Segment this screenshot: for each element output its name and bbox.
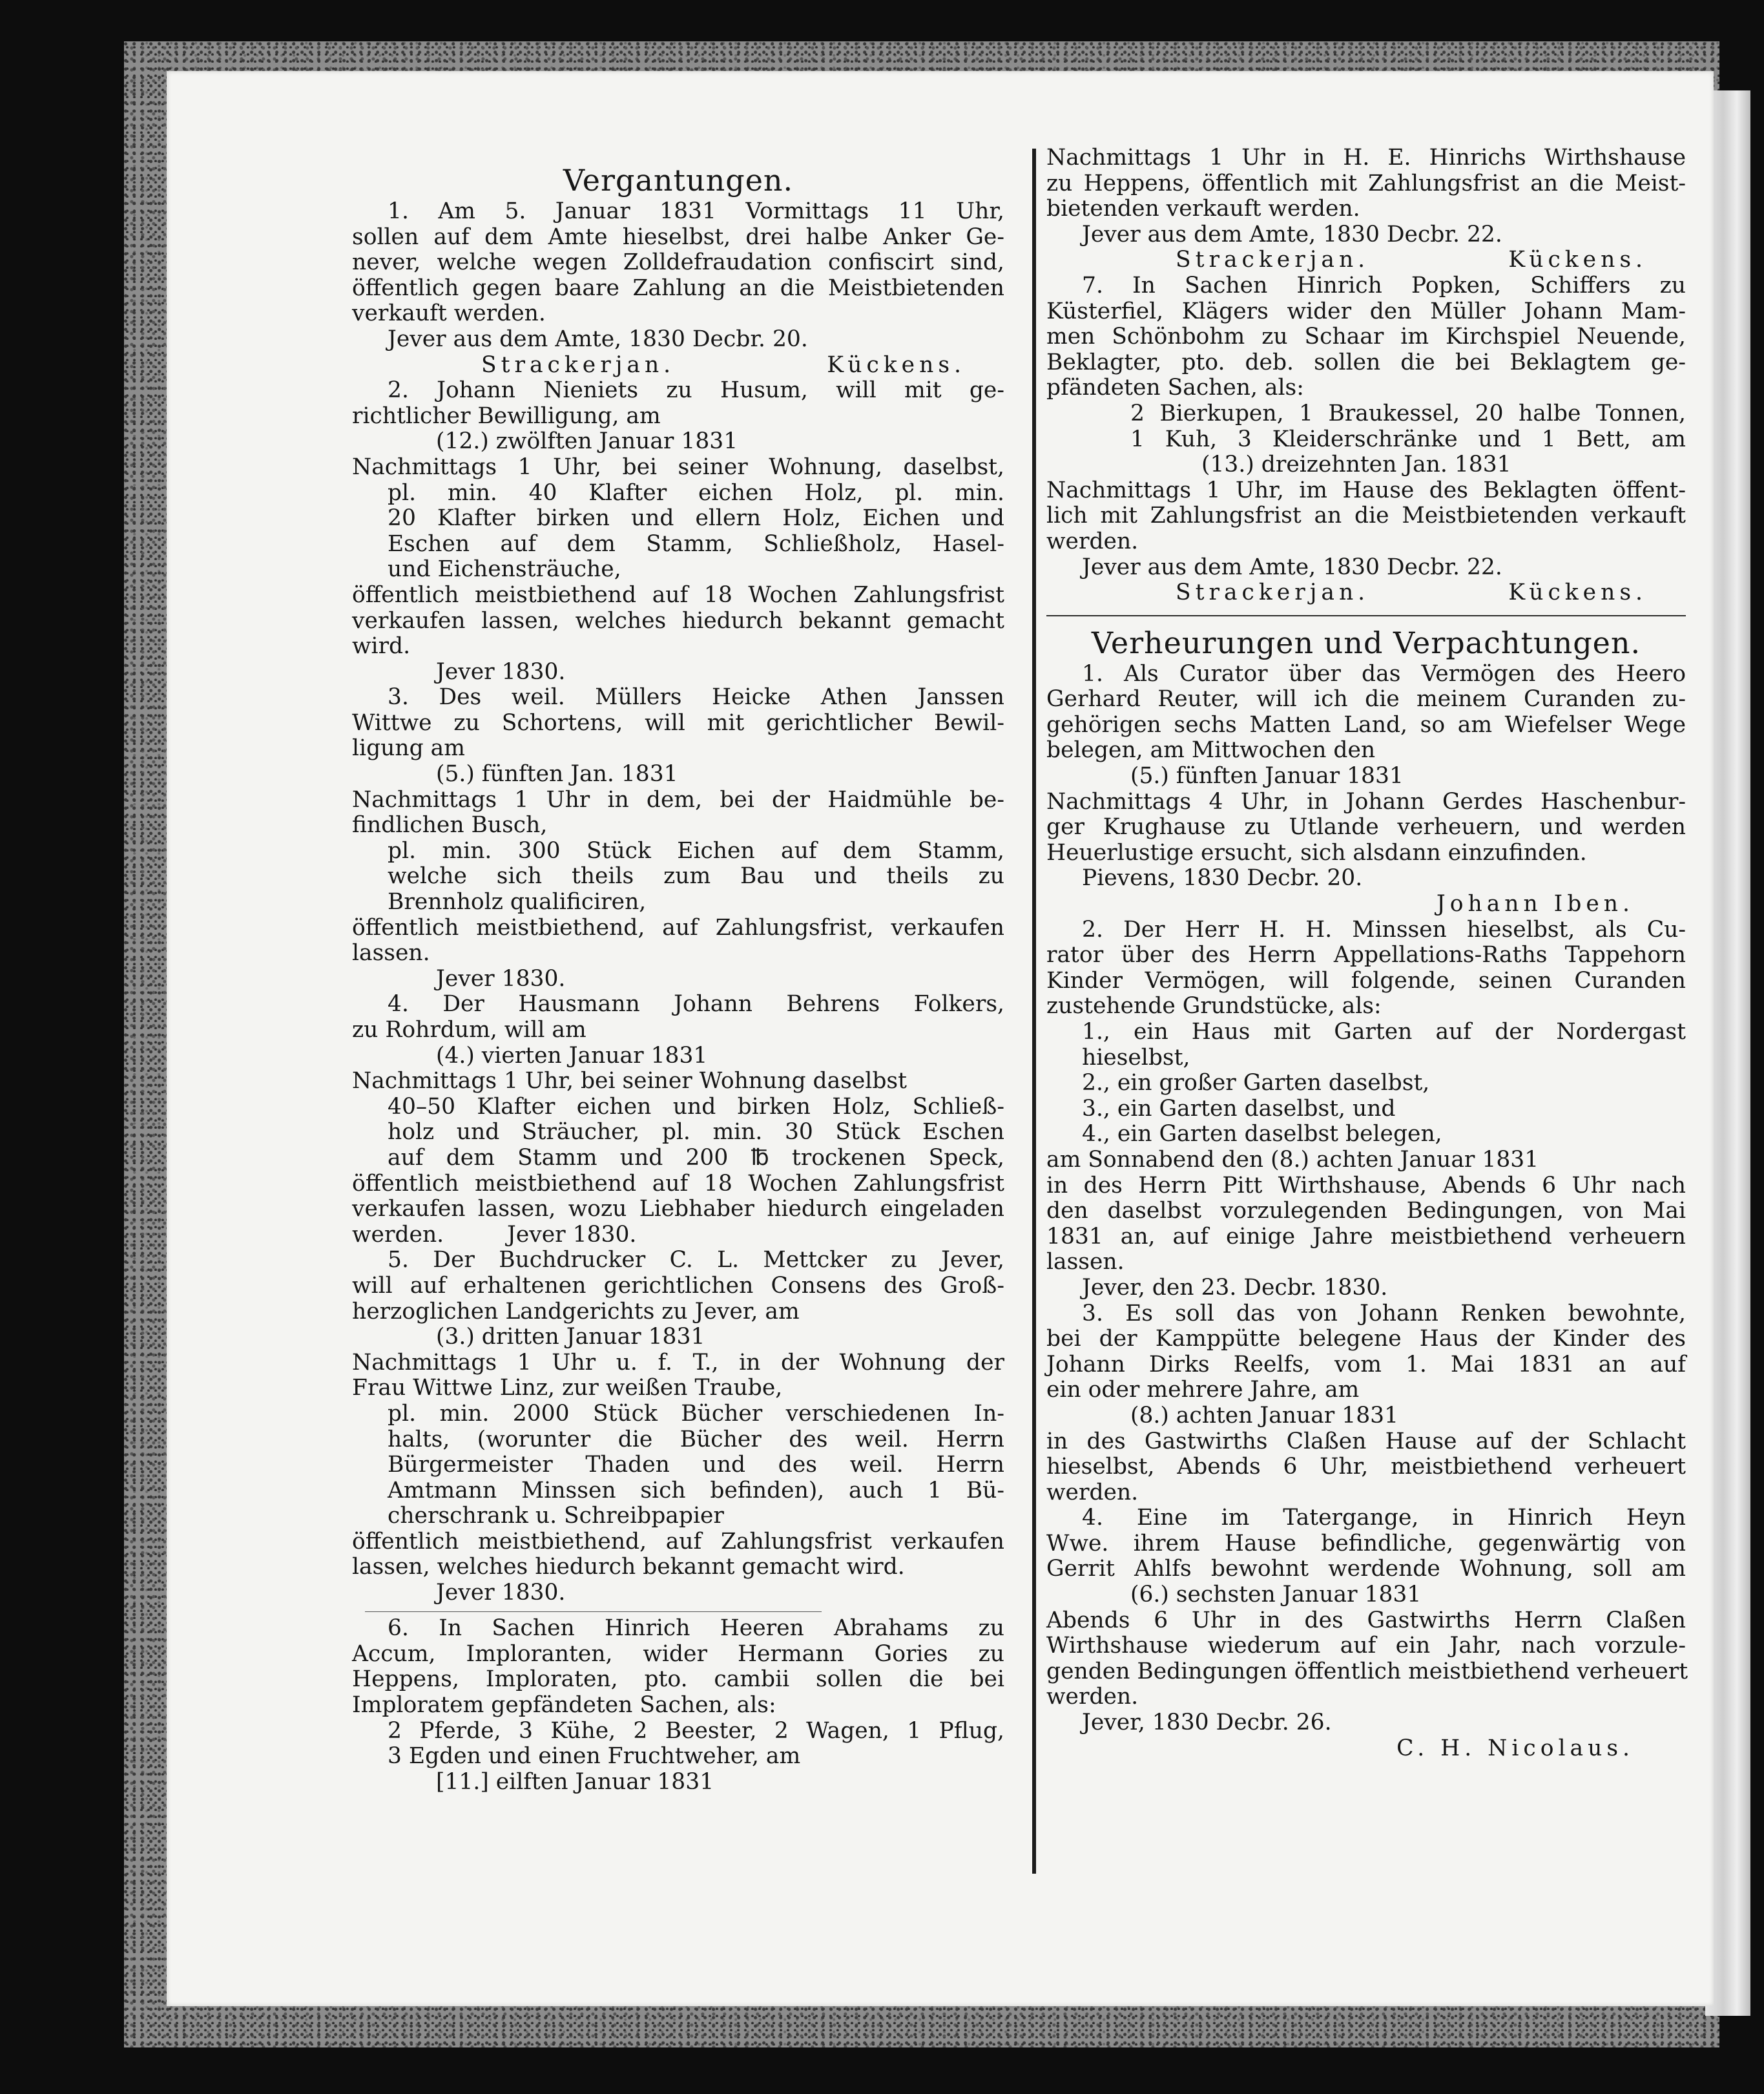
notice-line: Nachmittags 1 Uhr, im Hause des Beklagten öffent-: [1046, 477, 1686, 503]
notice-line: 2 Bierkupen, 1 Braukessel, 20 halbe Tonnen,: [1130, 400, 1686, 426]
notice-line: Heuerlustige ersucht, sich alsdann einzufinden.: [1046, 839, 1587, 866]
notice-line: Johann Dirks Reelfs, vom 1. Mai 1831 an auf: [1046, 1351, 1686, 1377]
notice-line: rator über des Herrn Appellations-Raths Tappehorn: [1046, 942, 1686, 968]
notice-line: pl. min. 2000 Stück Bücher verschiedenen In-: [388, 1400, 1004, 1427]
notice-line: Heppens, Imploraten, pto. cambii sollen die bei: [352, 1666, 1004, 1693]
signature-right: Kückens.: [1508, 247, 1647, 273]
notice-line: Nachmittags 4 Uhr, in Johann Gerdes Haschenbur-: [1046, 788, 1686, 815]
notice-line: Nachmittags 1 Uhr in dem, bei der Haidmühle be-: [352, 786, 1004, 813]
notice-line: öffentlich meistbiethend auf 18 Wochen Zahlungsfrist: [352, 581, 1004, 608]
notice-line: öffentlich meistbiethend, auf Zahlungsfrist verkaufen: [352, 1528, 1004, 1555]
notice-line: Brennholz qualificiren,: [388, 889, 647, 916]
notice-date-line: (5.) fünften Jan. 1831: [436, 761, 678, 788]
notice-date-line: (4.) vierten Januar 1831: [436, 1042, 708, 1069]
notice-line: den daselbst vorzulegenden Bedingungen, von Mai: [1046, 1198, 1686, 1224]
section-heading-verheurungen: Verheurungen und Verpachtungen.: [1091, 625, 1641, 660]
notice-line: Gerhard Reuter, will ich die meinem Curanden zu-: [1046, 686, 1686, 713]
place-date: Jever 1830.: [436, 965, 566, 992]
lease-notice-2: [1046, 917, 1686, 1301]
signature-line: [1046, 247, 1686, 273]
place-date: Jever 1830.: [436, 1580, 566, 1606]
signature-line: [1046, 580, 1686, 606]
notice-date-line: (8.) achten Januar 1831: [1130, 1402, 1399, 1429]
notice-line: 4. Eine im Tatergange, in Hinrich Heyn: [1082, 1505, 1686, 1531]
notice-line: zustehende Grundstücke, als:: [1046, 993, 1382, 1020]
notice-line: Imploratem gepfändeten Sachen, als:: [352, 1691, 776, 1718]
lease-notice-3: [1046, 1301, 1686, 1506]
place-date: Jever aus dem Amte, 1830 Decbr. 22.: [1082, 221, 1502, 247]
notice-line: Kinder Vermögen, will folgende, seinen Curanden: [1046, 967, 1686, 994]
notice-date-line: (12.) zwölften Januar 1831: [436, 428, 738, 455]
notice-line: verkaufen lassen, welches hiedurch bekannt gemacht: [352, 607, 1004, 634]
notice-line: lassen.: [1046, 1249, 1125, 1275]
place-date: Jever aus dem Amte, 1830 Decbr. 22.: [1082, 554, 1502, 580]
notice-separator: [365, 1611, 822, 1613]
notice-line: verkaufen lassen, wozu Liebhaber hiedurch eingeladen: [352, 1196, 1004, 1222]
notice-line: Nachmittags 1 Uhr u. f. T., in der Wohnung der: [352, 1349, 1004, 1376]
notice-line: werden.: [1046, 1684, 1139, 1710]
notice-line: Eschen auf dem Stamm, Schließholz, Hasel-: [388, 530, 1004, 557]
place-date: Jever 1830.: [436, 658, 566, 685]
notice-7: [1046, 273, 1686, 606]
notice-line: 20 Klafter birken und ellern Holz, Eichen und: [388, 505, 1004, 532]
notice-line: Abends 6 Uhr in des Gastwirths Herrn Claßen: [1046, 1607, 1686, 1633]
place-date: Jever 1830.: [507, 1221, 637, 1248]
notice-line: 1., ein Haus mit Garten auf der Nordergast: [1082, 1019, 1686, 1045]
notice-line: ein oder mehrere Jahre, am: [1046, 1377, 1360, 1403]
notice-date-line: (3.) dritten Januar 1831: [436, 1324, 705, 1350]
signature-left: Strackerjan.: [481, 351, 676, 378]
notice-line: Beklagter, pto. deb. sollen die bei Beklagtem ge-: [1046, 349, 1686, 375]
notice-line: lassen.: [352, 940, 430, 967]
notice-line: 5. Der Buchdrucker C. L. Mettcker zu Jever,: [388, 1247, 1004, 1273]
notice-line: werden.: [1046, 1479, 1139, 1505]
notice-line: 4., ein Garten daselbst belegen,: [1082, 1121, 1442, 1147]
right-column: [1046, 145, 1686, 1761]
notice-line: 1 Kuh, 3 Kleiderschränke und 1 Bett, am: [1130, 426, 1686, 452]
notice-line: sollen auf dem Amte hieselbst, drei halbe Anker Ge-: [352, 224, 1004, 250]
notice-line: öffentlich meistbiethend, auf Zahlungsfrist, verkaufen: [352, 914, 1004, 941]
notice-line: in des Gastwirths Claßen Hause auf der Schlacht: [1046, 1428, 1686, 1454]
notice-line: Nachmittags 1 Uhr, bei seiner Wohnung daselbst: [352, 1068, 907, 1094]
notice-line: herzoglichen Landgerichts zu Jever, am: [352, 1298, 800, 1324]
signature-left: Strackerjan.: [1176, 247, 1370, 273]
notice-line: Nachmittags 1 Uhr, bei seiner Wohnung, daselbst,: [352, 454, 1004, 480]
notice-line: halts, (worunter die Bücher des weil. Herrn: [388, 1426, 1004, 1452]
notice-date-line: (6.) sechsten Januar 1831: [1130, 1582, 1422, 1608]
notice-6-continuation: [1046, 145, 1686, 273]
signature-line: [352, 353, 1004, 379]
signature-right: Kückens.: [827, 351, 966, 378]
notice-line: 7. In Sachen Hinrich Popken, Schiffers zu: [1082, 272, 1686, 298]
notice-6: [352, 1616, 1004, 1795]
notice-line: 40–50 Klafter eichen und birken Holz, Schließ-: [388, 1093, 1004, 1120]
notice-line: 1. Als Curator über das Vermögen des Heero: [1082, 660, 1686, 687]
notice-line: und Eichensträuche,: [388, 556, 621, 583]
notice-line: lich mit Zahlungsfrist an die Meistbietenden verkauft: [1046, 503, 1686, 529]
notice-line: belegen, am Mittwochen den: [1046, 737, 1376, 764]
notice-line: verkauft werden.: [352, 300, 546, 327]
notice-line: holz und Sträucher, pl. min. 30 Stück Eschen: [388, 1119, 1004, 1146]
notice-line: werden.: [1046, 528, 1139, 554]
notice-line: Bürgermeister Thaden und des weil. Herrn: [388, 1452, 1004, 1478]
notice-line: in des Herrn Pitt Wirthshause, Abends 6 Uhr nach: [1046, 1172, 1686, 1199]
notice-line: zu Rohrdum, will am: [352, 1017, 586, 1043]
column-divider: [1032, 149, 1036, 1874]
notice-line: zu Heppens, öffentlich mit Zahlungsfrist an die Meist-: [1046, 170, 1686, 196]
notice-line: Wwe. ihrem Hause befindliche, gegenwärtig von: [1046, 1530, 1686, 1556]
place-date: Jever, 1830 Decbr. 26.: [1082, 1710, 1332, 1736]
notice-line: öffentlich meistbiethend auf 18 Wochen Zahlungsfrist: [352, 1170, 1004, 1197]
notice-line: will auf erhaltenen gerichtlichen Consens des Groß-: [352, 1272, 1004, 1299]
notice-line: Gerrit Ahlfs bewohnt werdende Wohnung, soll am: [1046, 1556, 1686, 1582]
notice-line: Amtmann Minssen sich befinden), auch 1 Bü-: [388, 1477, 1004, 1503]
notice-line: 3. Es soll das von Johann Renken bewohnte,: [1082, 1300, 1686, 1326]
notice-line: werden.: [352, 1221, 444, 1248]
notice-line: Küsterfiel, Klägers wider den Müller Johann Mam-: [1046, 298, 1686, 324]
notice-line: 6. In Sachen Hinrich Heeren Abrahams zu: [388, 1615, 1004, 1642]
notice-line: pl. min. 40 Klafter eichen Holz, pl. min.: [388, 479, 1004, 506]
notice-line: Frau Wittwe Linz, zur weißen Traube,: [352, 1375, 783, 1401]
section-separator: [1046, 615, 1686, 616]
place-date: Pievens, 1830 Decbr. 20.: [1082, 865, 1363, 892]
notice-date-line: [11.] eilften Januar 1831: [436, 1768, 714, 1795]
notice-line: welche sich theils zum Bau und theils zu: [388, 863, 1004, 890]
notice-line: bietenden verkauft werden.: [1046, 196, 1360, 222]
notice-4: [352, 992, 1004, 1248]
notice-line: 3 Egden und einen Fruchtweher, am: [388, 1743, 801, 1770]
notice-line: ligung am: [352, 735, 465, 762]
notice-line: 2. Johann Nieniets zu Husum, will mit ge-: [388, 377, 1004, 404]
notice-line: genden Bedingungen öffentlich meistbiethend verheuert: [1046, 1658, 1688, 1684]
notice-line: öffentlich gegen baare Zahlung an die Meistbietenden: [352, 275, 1004, 301]
left-column: [352, 162, 1004, 1795]
notice-line: Wirthshause wiederum auf ein Jahr, nach vorzule-: [1046, 1633, 1686, 1659]
notice-line: wird.: [352, 633, 411, 660]
lease-notice-1: [1046, 662, 1686, 917]
notice-line: bei der Kamppütte belegene Haus der Kinder des: [1046, 1326, 1686, 1352]
notice-date-line: (5.) fünften Januar 1831: [1130, 763, 1404, 790]
notice-1: [352, 199, 1004, 378]
notice-line: 1. Am 5. Januar 1831 Vormittags 11 Uhr,: [388, 198, 1004, 224]
signature: Johann Iben.: [1436, 891, 1634, 917]
notice-3: [352, 685, 1004, 992]
notice-line: pl. min. 300 Stück Eichen auf dem Stamm,: [388, 837, 1004, 864]
notice-line: 2. Der Herr H. H. Minssen hieselbst, als Cu-: [1082, 916, 1686, 943]
section-heading-vergantungen: Vergantungen.: [563, 163, 794, 198]
notice-line: hieselbst,: [1082, 1044, 1190, 1071]
place-date: Jever, den 23. Decbr. 1830.: [1082, 1274, 1388, 1301]
signature: C. H. Nicolaus.: [1396, 1735, 1634, 1761]
notice-line: 2., ein großer Garten daselbst,: [1082, 1070, 1430, 1096]
notice-line: Nachmittags 1 Uhr in H. E. Hinrichs Wirthshause: [1046, 145, 1686, 171]
notice-line: Wittwe zu Schortens, will mit gerichtlicher Bewil-: [352, 709, 1004, 736]
notice-line: pfändeten Sachen, als:: [1046, 375, 1304, 401]
notice-line: never, welche wegen Zolldefraudation confiscirt sind,: [352, 249, 1004, 276]
notice-line: findlichen Busch,: [352, 812, 548, 839]
notice-line: Accum, Imploranten, wider Hermann Gories zu: [352, 1640, 1004, 1667]
notice-line: 4. Der Hausmann Johann Behrens Folkers,: [388, 991, 1004, 1018]
notice-line: 3., ein Garten daselbst, und: [1082, 1095, 1396, 1122]
notice-line: 3. Des weil. Müllers Heicke Athen Janssen: [388, 684, 1004, 711]
signature-right: Kückens.: [1508, 580, 1647, 606]
notice-line: auf dem Stamm und 200 ℔ trockenen Speck,: [388, 1144, 1004, 1171]
lease-notice-4: [1046, 1505, 1686, 1761]
notice-line: men Schönbohm zu Schaar im Kirchspiel Neuende,: [1046, 324, 1686, 350]
notice-line: hieselbst, Abends 6 Uhr, meistbiethend verheuert: [1046, 1454, 1686, 1480]
notice-2: [352, 378, 1004, 685]
notice-date-line: (13.) dreizehnten Jan. 1831: [1201, 452, 1511, 478]
notice-line: richtlicher Bewilligung, am: [352, 403, 661, 429]
notice-line: lassen, welches hiedurch bekannt gemacht wird.: [352, 1554, 905, 1580]
notice-line: 2 Pferde, 3 Kühe, 2 Beester, 2 Wagen, 1 Pflug,: [388, 1717, 1004, 1744]
place-date: Jever aus dem Amte, 1830 Decbr. 20.: [388, 326, 808, 352]
notice-line: gehörigen sechs Matten Land, so am Wiefelser Wege: [1046, 711, 1686, 738]
notice-line: am Sonnabend den (8.) achten Januar 1831: [1046, 1146, 1539, 1173]
notice-line: cherschrank u. Schreibpapier: [388, 1503, 724, 1529]
notice-line: ger Krughause zu Utlande verheuern, und werden: [1046, 814, 1686, 841]
signature-left: Strackerjan.: [1176, 580, 1370, 606]
notice-5: [352, 1248, 1004, 1606]
notice-line: 1831 an, auf einige Jahre meistbiethend verheuern: [1046, 1223, 1686, 1250]
